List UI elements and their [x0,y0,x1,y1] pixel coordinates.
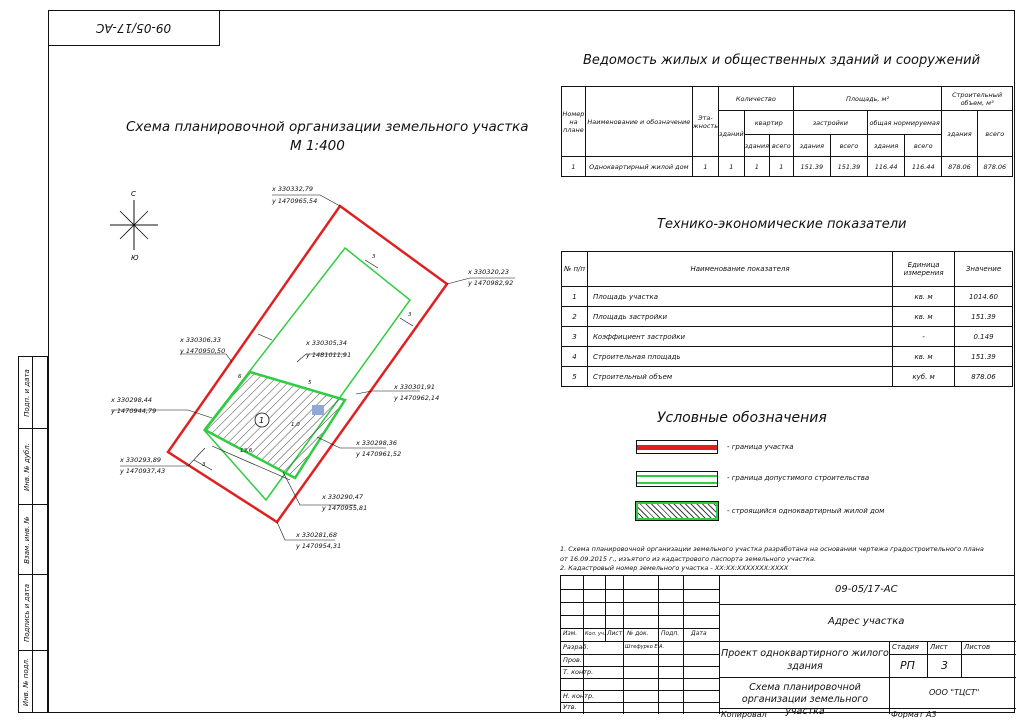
dim-value: 1,0 [291,422,300,428]
legend-title: Условные обозначения [657,410,827,426]
legend-swatch-permissible [636,471,718,487]
note-line: 1. Схема планировочной организации земельного участка разработана на основании чертежа градостроительного плана [560,545,984,553]
dim-value: 3 [408,312,412,318]
tep-table: № п/п Наименование показателя Единица измерения Значение 1 Площадь участка кв. м 1014.60 2 Площадь застройки кв. м 151.39 3 Коэффициент застройки - 0.149 4 Строительная площадь кв. м 151.39 5 Строительный объем куб. м 878.06 [561,251,1013,387]
col-header: № док. [627,630,649,637]
plot-boundary [168,206,447,522]
coord-x: х 330301,91 [394,383,436,391]
coord-y: у 1470950,50 [180,347,226,355]
sheets-header: Листов [964,643,991,651]
porch-mark [312,405,324,415]
scheme-title: Схема планировочной организации земельного участка [126,119,529,135]
project-name: Проект одноквартирного жилого здания [721,648,889,672]
coord-y: у 1470944,79 [111,407,157,415]
coord-x: х 330298,36 [356,439,398,447]
col-header: Дата [691,630,707,637]
table-row: 3 Коэффициент застройки - 0.149 [562,327,1013,347]
company-name: ООО "ТЦСТ" [929,688,980,697]
drawing-code: 09-05/17-АС [835,584,898,595]
coord-x: х 330293,89 [120,456,162,464]
dim-value: 6 [238,374,242,380]
col-header: Подп. [661,630,680,637]
sheet-header: Лист [930,643,948,651]
role-label: Пров. [563,656,582,664]
compass-south: Ю [131,254,139,262]
stage-value: РП [900,659,915,672]
dim-value: 3 [202,462,206,468]
side-stamp [18,356,48,713]
legend-label: - граница допустимого строительства [727,474,870,482]
copied-label: Копировал [721,710,767,719]
table-row: 1 Одноквартирный жилой дом 1 1 1 1 151.39 151.39 116.44 116.44 878.06 878.06 [562,157,1013,177]
role-label: Н. контр. [563,692,595,700]
coord-y: у 1470982,92 [468,279,514,287]
coord-x: х 330305,34 [306,339,348,347]
building-number: 1 [259,416,265,425]
coord-y: у 1470955,81 [322,504,368,512]
legend-swatch-boundary [636,440,718,454]
building-footprint [205,372,345,478]
side-stamp-label: Инв. № подл. [22,657,31,707]
table-row: 4 Строительная площадь кв. м 151.39 [562,347,1013,367]
coord-y: у 1470954,31 [296,542,342,550]
tep-table-title: Технико-экономические показатели [657,217,907,232]
table-row: 2 Площадь застройки кв. м 151.39 [562,307,1013,327]
title-block [560,575,1015,719]
format-label: Формат А3 [891,710,937,719]
top-left-stamp: 09-05/17-АС [48,10,220,46]
coord-y: у 1470962,14 [394,394,440,402]
scheme-scale: М 1:400 [290,138,345,154]
site-plan [60,180,560,560]
coord-x: х 330332,79 [272,185,314,193]
sheet-title: Схема планировочной организации земельного участка [741,682,869,717]
coord-x: х 330320,23 [468,268,510,276]
coord-x: х 330306,33 [180,336,222,344]
dim-value: 13,6 [240,448,253,454]
coord-y: у 1470961,52 [356,450,402,458]
stage-header: Стадия [892,643,919,651]
compass-north: С [131,190,136,198]
site-address: Адрес участка [828,616,905,627]
coord-y: у 1470937,43 [120,467,166,475]
dim-value: 5 [308,380,312,386]
side-stamp-label: Подпись и дата [22,584,31,642]
coord-x: х 330298,44 [111,396,153,404]
legend-swatch-building [636,502,718,520]
side-stamp-label: Подп. и дата [22,369,31,417]
role-label: Разраб. [563,643,589,651]
developer-name: Штефурко Е.А. [625,644,665,650]
side-stamp-label: Инв. № дубл. [22,443,31,491]
coord-y: у 1470965,54 [272,197,318,205]
col-header: Кол. уч. [585,631,606,637]
role-label: Утв. [563,703,577,711]
sheet-value: 3 [941,659,948,672]
coord-y: у 1481011,91 [306,351,352,359]
compass-icon [110,190,158,262]
legend-label: - строящийся одноквартирный жилой дом [727,507,885,515]
buildings-table-title: Ведомость жилых и общественных зданий и сооружений [583,53,981,68]
permissible-zone [204,248,410,500]
buildings-table: Номер на плане Наименование и обозначение Эта-жность Количество Площадь, м² Строительный объем, м³ зданий квартир застройки общая нормируемая здания всего здания всего здания всего здания всего 1 Одноквартирный жилой дом 1 1 1 1 151.39 151.39 116.44 116.44 878.06 878.06 [561,86,1013,177]
col-header: Изм. [563,630,578,637]
role-label: Т. контр. [563,668,594,676]
side-stamp-label: Взам. инв. № [22,516,31,564]
note-line: 2. Кадастровый номер земельного участка - ХХ:ХХ:ХХХХХХХ:ХХХХ [560,564,789,572]
coord-x: х 330290,47 [322,493,364,501]
note-line: от 16.09.2015 г., изъятого из кадастрового паспорта земельного участка. [560,555,817,563]
legend-label: - граница участка [727,443,794,451]
table-row: 1 Площадь участка кв. м 1014.60 [562,287,1013,307]
coord-x: х 330281,68 [296,531,338,539]
table-row: 5 Строительный объем куб. м 878.06 [562,367,1013,387]
col-header: Лист [607,630,623,637]
dim-value: 3 [372,254,376,260]
